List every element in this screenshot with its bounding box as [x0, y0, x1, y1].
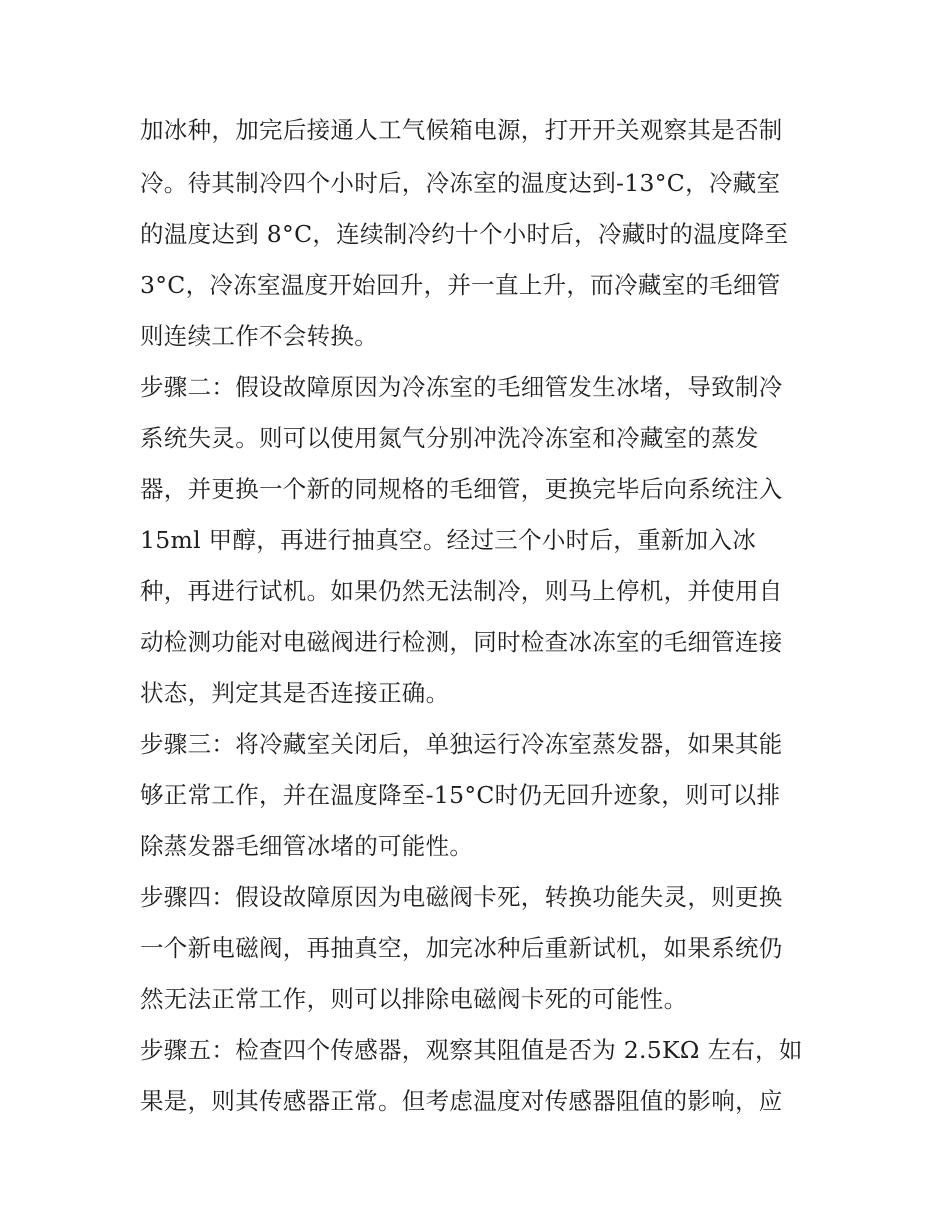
text-line: 的温度达到 8°C，连续制冷约十个小时后，冷藏时的温度降至 — [140, 220, 789, 248]
text-line: 步骤四：假设故障原因为电磁阀卡死，转换功能失灵，则更换 — [140, 883, 783, 911]
text-line: 动检测功能对电磁阀进行检测，同时检查冰冻室的毛细管连接 — [140, 628, 783, 656]
text-line: 果是，则其传感器正常。但考虑温度对传感器阻值的影响，应 — [140, 1087, 783, 1115]
text-line: 3°C，冷冻室温度开始回升，并一直上升，而冷藏室的毛细管 — [140, 271, 781, 299]
text-line: 15ml 甲醇，再进行抽真空。经过三个小时后，重新加入冰 — [140, 526, 757, 554]
text-line: 步骤三：将冷藏室关闭后，单独运行冷冻室蒸发器，如果其能 — [140, 730, 783, 758]
text-line: 加冰种，加完后接通人工气候箱电源，打开开关观察其是否制 — [140, 116, 783, 144]
text-line: 则连续工作不会转换。 — [140, 322, 378, 350]
text-line: 状态，判定其是否连接正确。 — [140, 679, 450, 707]
text-line: 器，并更换一个新的同规格的毛细管，更换完毕后向系统注入 — [140, 475, 783, 503]
text-line: 除蒸发器毛细管冰堵的可能性。 — [140, 832, 474, 860]
text-line: 系统失灵。则可以使用氮气分别冲洗冷冻室和冷藏室的蒸发 — [140, 424, 759, 452]
text-line: 够正常工作，并在温度降至-15°C时仍无回升迹象，则可以排 — [140, 781, 781, 809]
text-line: 步骤五：检查四个传感器，观察其阻值是否为 2.5KΩ 左右，如 — [140, 1036, 803, 1064]
text-line: 然无法正常工作，则可以排除电磁阀卡死的可能性。 — [140, 985, 688, 1013]
text-line: 步骤二：假设故障原因为冷冻室的毛细管发生冰堵，导致制冷 — [140, 373, 783, 401]
text-line: 种，再进行试机。如果仍然无法制冷，则马上停机，并使用自 — [140, 577, 783, 605]
text-line: 冷。待其制冷四个小时后，冷冻室的温度达到-13°C，冷藏室 — [140, 169, 781, 197]
text-line: 一个新电磁阀，再抽真空，加完冰种后重新试机，如果系统仍 — [140, 934, 783, 962]
